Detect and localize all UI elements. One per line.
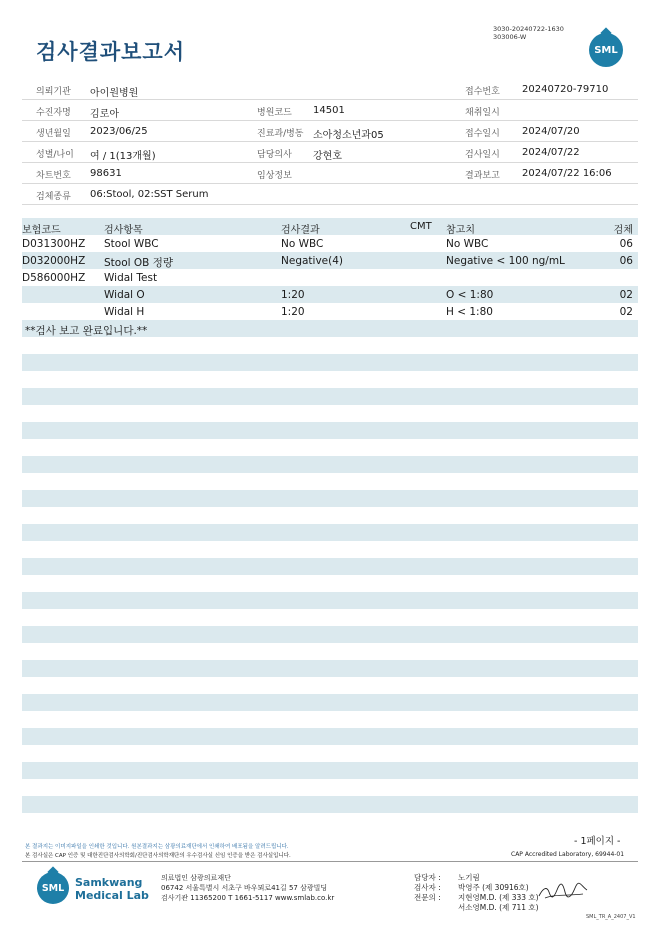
- info-label: 차트번호: [36, 171, 71, 181]
- empty-row: [22, 694, 638, 711]
- info-label: 검체종류: [36, 192, 71, 202]
- info-row: [22, 100, 638, 121]
- info-value: 소아청소년과05: [313, 130, 384, 141]
- info-value: 2024/07/22 16:06: [522, 168, 612, 179]
- test-result: No WBC: [281, 238, 324, 250]
- end-note: **검사 보고 완료입니다.**: [25, 325, 148, 337]
- empty-row: [22, 490, 638, 507]
- footer-divider: [22, 861, 638, 862]
- sml-logo-text: SML: [594, 44, 618, 56]
- info-value: 2024/07/20: [522, 126, 580, 137]
- results-table: [22, 218, 638, 337]
- empty-row: [22, 524, 638, 541]
- result-row: [22, 303, 638, 320]
- document-id-line2: 303006-W: [493, 33, 527, 41]
- empty-row: [22, 422, 638, 439]
- test-item: Stool OB 정량: [104, 257, 173, 269]
- staff-line: [414, 873, 539, 883]
- form-code: SML_TR_A_2407_V1: [586, 914, 636, 920]
- empty-row: [22, 626, 638, 643]
- info-value: 아이원병원: [90, 88, 139, 99]
- info-value: 14501: [313, 105, 345, 116]
- info-row: [22, 184, 638, 205]
- address-line2: 06742 서울특별시 서초구 바우뫼로41길 57 삼광빌딩: [161, 884, 328, 892]
- test-item: Widal O: [104, 289, 145, 301]
- info-label: 임상정보: [257, 171, 292, 181]
- result-row: [22, 235, 638, 252]
- specimen-code: 06: [619, 238, 633, 250]
- staff-list: [414, 873, 539, 913]
- result-row: [22, 269, 638, 286]
- staff-name: 박영주 (제 30916호): [458, 883, 529, 892]
- brand-name-line1: Samkwang: [75, 876, 143, 889]
- lab-address: [161, 873, 334, 903]
- header-insurance-code: 보험코드: [22, 225, 61, 236]
- info-label: 검사일시: [465, 150, 500, 160]
- print-notice: 본 결과지는 이미지파일을 인쇄한 것입니다. 원본결과지는 삼광의료재단에서 인쇄하여 배포됨을 알려드립니다.: [25, 844, 289, 850]
- document-id-line1: 3030-20240722-1630: [493, 25, 564, 33]
- specimen-code: 02: [619, 306, 633, 318]
- header-test-result: 검사결과: [281, 225, 320, 236]
- test-item: Widal Test: [104, 272, 158, 284]
- result-row: [22, 252, 638, 269]
- cap-accreditation: CAP Accredited Laboratory, 69944-01: [511, 851, 625, 858]
- info-row: [22, 142, 638, 163]
- specimen-code: 02: [619, 289, 633, 301]
- accreditation-notice: 본 검사실은 CAP 인증 및 대한진단검사의학회/진단검사의학재단의 우수검사실 신임 인증을 받은 검사실입니다.: [25, 853, 291, 859]
- info-row: [22, 79, 638, 100]
- reference-range: H < 1:80: [446, 306, 493, 318]
- info-label: 채취일시: [465, 108, 500, 118]
- info-value: 2023/06/25: [90, 126, 148, 137]
- info-label: 담당의사: [257, 150, 292, 160]
- staff-role: 전문의 :: [414, 893, 441, 902]
- staff-name: 지현영M.D. (제 333 호): [458, 893, 539, 902]
- end-note-row: [22, 320, 638, 337]
- empty-row: [22, 388, 638, 405]
- info-label: 결과보고: [465, 171, 500, 181]
- insurance-code: D031300HZ: [22, 238, 86, 250]
- staff-role: 검사자 :: [414, 883, 441, 892]
- empty-results-area: [22, 354, 638, 830]
- info-row: [22, 163, 638, 184]
- sml-logo-icon: [589, 33, 623, 67]
- test-result: 1:20: [281, 289, 305, 301]
- header-specimen: 검체: [613, 225, 633, 236]
- test-result: Negative(4): [281, 255, 343, 267]
- staff-line: [414, 893, 539, 903]
- header-cmt: CMT: [410, 221, 432, 232]
- info-value: 98631: [90, 168, 122, 179]
- empty-row: [22, 660, 638, 677]
- info-label: 수진자명: [36, 108, 71, 118]
- info-value: 20240720-79710: [522, 84, 609, 95]
- insurance-code: D586000HZ: [22, 272, 86, 284]
- info-value: 김로아: [90, 109, 119, 120]
- staff-name: 노기림: [458, 873, 480, 882]
- reference-range: No WBC: [446, 238, 489, 250]
- reference-range: Negative < 100 ng/mL: [446, 255, 565, 267]
- info-value: 여 / 1(13개월): [90, 151, 156, 162]
- info-label: 생년월일: [36, 129, 71, 139]
- test-item: Stool WBC: [104, 238, 159, 250]
- info-label: 성별/나이: [36, 150, 74, 160]
- test-item: Widal H: [104, 306, 145, 318]
- empty-row: [22, 558, 638, 575]
- empty-row: [22, 456, 638, 473]
- header-test-item: 검사항목: [104, 225, 143, 236]
- empty-row: [22, 762, 638, 779]
- info-label: 병원코드: [257, 108, 292, 118]
- empty-row: [22, 592, 638, 609]
- insurance-code: D032000HZ: [22, 255, 86, 267]
- brand-name: [75, 876, 149, 902]
- info-label: 진료과/병동: [257, 129, 304, 139]
- report-title: 검사결과보고서: [36, 40, 186, 64]
- staff-role: 담당자 :: [414, 873, 441, 882]
- sml-logo-text: SML: [41, 882, 65, 894]
- document-id: [493, 25, 564, 41]
- reference-range: O < 1:80: [446, 289, 494, 301]
- header-reference: 참고치: [446, 225, 475, 236]
- info-label: 접수번호: [465, 87, 500, 97]
- sml-logo-icon: [37, 872, 69, 904]
- address-line3: 검사기관 11365200 T 1661-5117 www.smlab.co.kr: [161, 894, 335, 902]
- results-header-row: [22, 218, 638, 235]
- info-value: 강현호: [313, 151, 342, 162]
- patient-info-table: [22, 79, 638, 205]
- info-label: 의뢰기관: [36, 87, 71, 97]
- result-row: [22, 286, 638, 303]
- empty-row: [22, 354, 638, 371]
- brand-name-line2: Medical Lab: [75, 889, 149, 902]
- signature-icon: [537, 880, 589, 904]
- info-value: 06:Stool, 02:SST Serum: [90, 189, 209, 200]
- info-value: 2024/07/22: [522, 147, 580, 158]
- test-result: 1:20: [281, 306, 305, 318]
- info-label: 접수일시: [465, 129, 500, 139]
- results-body: [22, 235, 638, 320]
- empty-row: [22, 796, 638, 813]
- info-row: [22, 121, 638, 142]
- specimen-code: 06: [619, 255, 633, 267]
- staff-line: [414, 883, 539, 893]
- staff-line: [414, 903, 539, 913]
- page-number: - 1페이지 -: [574, 836, 621, 847]
- staff-name: 서소영M.D. (제 711 호): [458, 903, 539, 912]
- empty-row: [22, 728, 638, 745]
- address-line1: 의료법인 삼광의료재단: [161, 874, 231, 882]
